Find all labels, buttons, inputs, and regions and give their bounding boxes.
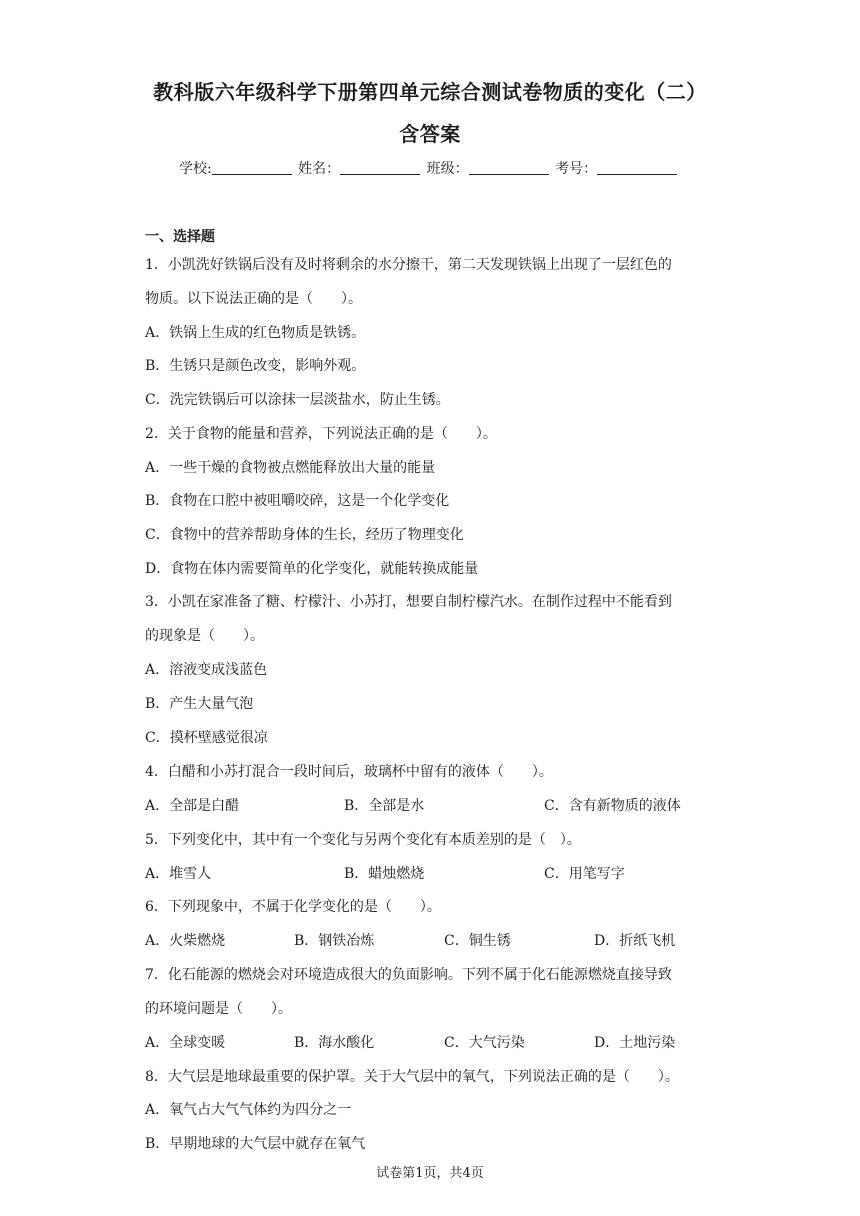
question-5-option-a: A．堆雪人	[145, 866, 212, 882]
question-1-text: 1．小凯洗好铁锅后没有及时将剩余的水分擦干，第二天发现铁锅上出现了一层红色的	[145, 257, 672, 273]
question-1-option-b: B．生锈只是颜色改变，影响外观。	[145, 358, 366, 374]
question-7-option-a: A．全球变暖	[145, 1035, 226, 1051]
name-blank	[340, 160, 420, 175]
question-7-option-b: B．海水酸化	[294, 1035, 375, 1051]
student-info-row	[179, 158, 679, 178]
name-label: 姓名：	[298, 161, 341, 177]
section-heading: 一、选择题	[145, 229, 215, 245]
question-5-option-b: B．蜡烛燃烧	[344, 866, 425, 882]
question-5-text: 5．下列变化中，其中有一个变化与另两个变化有本质差别的是（ ）。	[145, 832, 581, 848]
page-title-line2: 含答案	[399, 122, 461, 146]
question-5-option-c: C．用笔写字	[544, 866, 625, 882]
question-2-option-a: A．一些干燥的食物被点燃能释放出大量的能量	[145, 460, 436, 476]
page-footer: 试卷第1页，共4页	[376, 1166, 484, 1181]
question-6-option-c: C．铜生锈	[444, 933, 511, 949]
question-4-option-a: A．全部是白醋	[145, 798, 240, 814]
question-4-text: 4．白醋和小苏打混合一段时间后，玻璃杯中留有的液体（ ）。	[145, 764, 553, 780]
question-1-option-a: A．铁锅上生成的红色物质是铁锈。	[145, 325, 366, 341]
question-3-option-c: C．摸杯壁感觉很凉	[145, 730, 268, 746]
class-blank	[469, 160, 549, 175]
question-6-option-d: D．折纸飞机	[594, 933, 676, 949]
question-4-option-c: C．含有新物质的液体	[544, 798, 681, 814]
question-7-text-cont: 的环境问题是（ ）。	[145, 1001, 292, 1017]
question-3-option-b: B．产生大量气泡	[145, 696, 254, 712]
question-7-option-d: D．土地污染	[594, 1035, 676, 1051]
question-4-option-b: B．全部是水	[344, 798, 425, 814]
question-1-option-c: C．洗完铁锅后可以涂抹一层淡盐水，防止生锈。	[145, 392, 450, 408]
question-6-option-a: A．火柴燃烧	[145, 933, 226, 949]
question-8-text: 8．大气层是地球最重要的保护罩。关于大气层中的氧气，下列说法正确的是（ ）。	[145, 1069, 679, 1085]
question-2-option-b: B．食物在口腔中被咀嚼咬碎，这是一个化学变化	[145, 493, 450, 509]
question-7-option-c: C．大气污染	[444, 1035, 525, 1051]
exam-no-label: 考号：	[555, 161, 598, 177]
question-3-option-a: A．溶液变成浅蓝色	[145, 662, 268, 678]
question-8-option-a: A．氧气占大气气体约为四分之一	[145, 1102, 352, 1118]
question-2-option-c: C．食物中的营养帮助身体的生长，经历了物理变化	[145, 527, 464, 543]
question-6-text: 6．下列现象中，不属于化学变化的是（ ）。	[145, 899, 441, 915]
question-3-text-cont: 的现象是（ ）。	[145, 628, 264, 644]
school-blank	[212, 160, 292, 175]
school-label: 学校:	[179, 161, 212, 177]
page-title: 教科版六年级科学下册第四单元综合测试卷物质的变化（二）	[153, 80, 707, 104]
class-label: 班级：	[426, 161, 469, 177]
question-2-text: 2．关于食物的能量和营养，下列说法正确的是（ ）。	[145, 426, 497, 442]
exam-no-blank	[597, 160, 677, 175]
question-6-option-b: B．钢铁冶炼	[294, 933, 375, 949]
question-1-text-cont: 物质。以下说法正确的是（ ）。	[145, 291, 362, 307]
question-7-text: 7．化石能源的燃烧会对环境造成很大的负面影响。下列不属于化石能源燃烧直接导致	[145, 967, 672, 983]
question-8-option-b: B．早期地球的大气层中就存在氧气	[145, 1136, 366, 1152]
question-3-text: 3．小凯在家准备了糖、柠檬汁、小苏打，想要自制柠檬汽水。在制作过程中不能看到	[145, 594, 672, 610]
question-2-option-d: D．食物在体内需要简单的化学变化，就能转换成能量	[145, 561, 479, 577]
